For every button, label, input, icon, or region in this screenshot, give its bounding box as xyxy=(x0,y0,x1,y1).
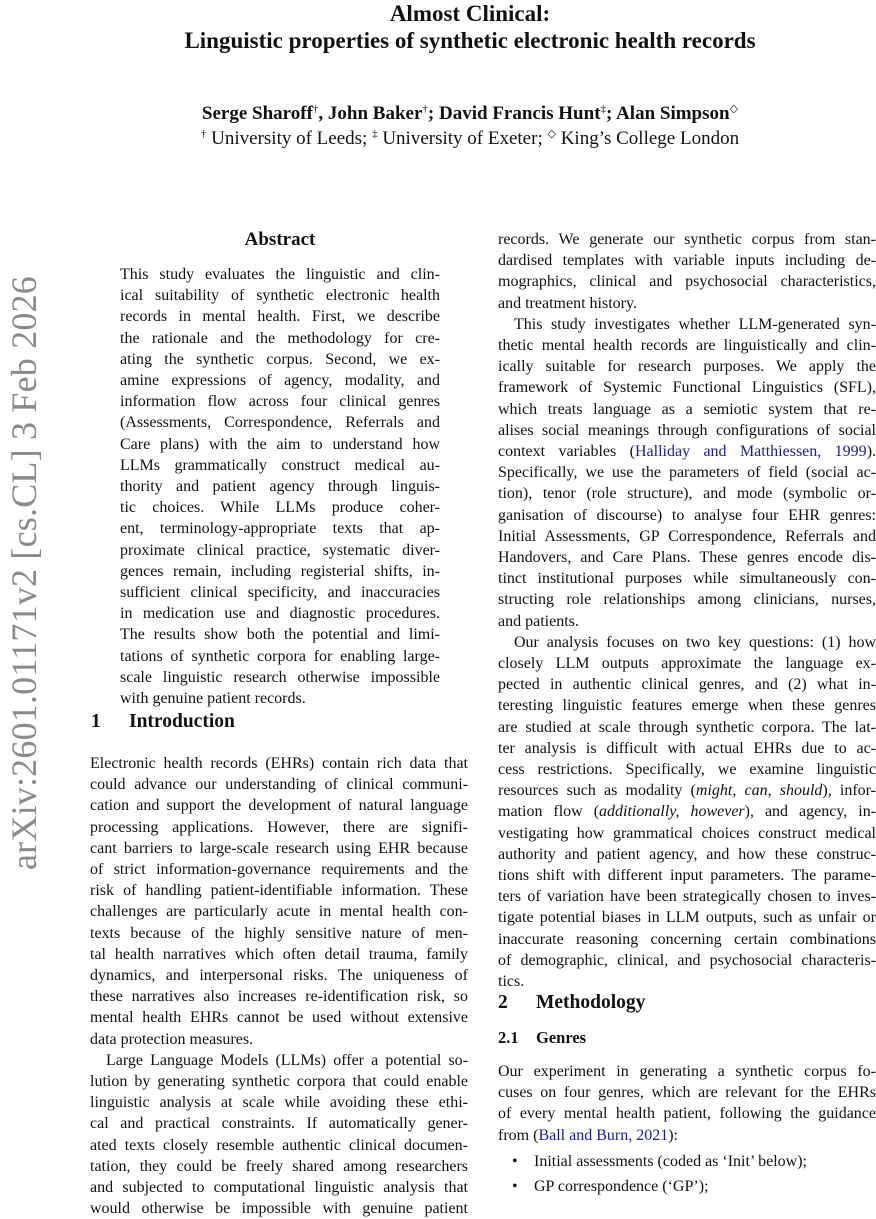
text-line: the rationale and the methodology for cre- xyxy=(120,329,440,347)
text-line: data protection measures. xyxy=(90,1030,254,1048)
text-line: tations of synthetic corpora for enabling large- xyxy=(120,647,440,665)
text-fragment: ), infor- xyxy=(822,782,876,800)
text-line xyxy=(498,780,876,801)
text-line: ent, terminology-appropriate texts that ap- xyxy=(120,520,440,538)
text-line: vestigating how grammatical choices construct medical xyxy=(498,824,876,842)
section-title: Methodology xyxy=(536,992,646,1013)
text-line: cation and support the development of natural language xyxy=(90,797,468,815)
list-item xyxy=(512,1176,708,1197)
text-line: sufficient clinical specificity, and inaccuracies xyxy=(120,584,440,601)
citation-link[interactable]: Halliday and Matthiessen, 1999 xyxy=(634,443,867,460)
text-line: records. We generate our synthetic corpus from stan- xyxy=(498,231,876,248)
subsection-heading-genres xyxy=(498,1028,586,1048)
text-fragment: ). xyxy=(866,443,876,460)
text-line: ically suitable for research purposes. We apply the xyxy=(498,358,876,376)
text-line: amine expressions of agency, modality, and xyxy=(120,372,440,389)
section-heading-introduction xyxy=(91,711,235,733)
text-line: mental health EHRs cannot be used without extensive xyxy=(90,1009,468,1027)
section-title: Introduction xyxy=(129,711,235,732)
title-line-2: Linguistic properties of synthetic electronic health records xyxy=(184,28,756,53)
text-line: of demographic, clinical, and psychosocial characteris- xyxy=(498,951,876,969)
text-line: linguistic analysis at scale while avoiding these ethi- xyxy=(90,1094,468,1112)
author-separator: ; xyxy=(427,103,439,124)
text-line: mographics, clinical and psychosocial characteristics, xyxy=(498,273,876,291)
text-line: thetic mental health records are linguistically and clin- xyxy=(498,337,876,354)
subsection-number: 2.1 xyxy=(498,1028,519,1047)
text-line: scale linguistic research otherwise impossible xyxy=(120,668,440,686)
citation-link[interactable]: Ball and Burn, 2021 xyxy=(538,1126,669,1144)
list-item xyxy=(512,1151,807,1172)
text-line: are studied at scale through synthetic corpora. The lat- xyxy=(498,718,876,736)
text-line: with genuine patient records. xyxy=(120,690,306,707)
text-line: ters of variation have been strategically chosen to inves- xyxy=(498,888,876,906)
text-line: inaccurate reasoning concerning certain combinations xyxy=(498,930,876,948)
text-line: texts because of the highly sensitive nature of men- xyxy=(90,924,468,942)
text-line: gences remain, including registerial shifts, in- xyxy=(120,562,440,580)
text-line xyxy=(498,801,876,822)
affiliation-name: King’s College London xyxy=(555,128,740,149)
text-line xyxy=(498,441,876,462)
text-line: Our analysis focuses on two key questions: (1) how xyxy=(514,633,876,651)
text-line: Our experiment in generating a synthetic corpus fo- xyxy=(498,1063,876,1080)
text-line: closely LLM outputs approximate the language ex- xyxy=(498,655,876,672)
affiliation-list xyxy=(0,122,876,151)
section-heading-methodology xyxy=(498,992,645,1014)
text-line: Care plans) with the aim to understand how xyxy=(120,435,440,453)
text-line: risk of handling patient-identifiable information. These xyxy=(90,882,468,900)
text-line: Initial Assessments, GP Correspondence, Referrals and xyxy=(498,527,876,545)
text-line: these narratives also increases re-identification risk, so xyxy=(90,988,468,1006)
arxiv-stamp: arXiv:2601.01171v2 [cs.CL] 3 Feb 2026 xyxy=(4,276,44,870)
text-line: records in mental health. First, we describe xyxy=(120,308,440,326)
italic-examples: might, can, should xyxy=(695,782,823,800)
text-line: tions shift with different input parameters. The parame- xyxy=(498,867,876,884)
text-line: Specifically, we use the parameters of field (social ac- xyxy=(498,464,876,482)
text-line: of every mental health patient, following the guidance xyxy=(498,1105,876,1123)
text-line: and patients. xyxy=(498,612,579,630)
author-separator: ; xyxy=(606,103,617,124)
list-item-text: Initial assessments (coded as ‘Init’ below); xyxy=(534,1153,807,1170)
text-line: Large Language Models (LLMs) offer a potential so- xyxy=(106,1051,468,1069)
text-line: LLMs grammatically construct medical au- xyxy=(120,456,440,474)
text-line: tigate potential biases in LLM outputs, such as unfair or xyxy=(498,909,876,927)
text-fragment: ): xyxy=(668,1126,678,1144)
text-line: would otherwise be impossible with genuine patient xyxy=(90,1200,468,1218)
text-line: authority and patient agency, and how these construc- xyxy=(498,845,876,863)
section-number: 2 xyxy=(498,992,508,1013)
text-line: tation, they could be freely shared among researchers xyxy=(90,1157,468,1175)
text-line: ganisation of discourse) to analyse four EHR genres: xyxy=(498,506,876,524)
text-line: pected in authentic clinical genres, and (2) what in- xyxy=(498,676,876,694)
text-line: alises social meanings through configurations of social xyxy=(498,421,876,439)
list-item-text: GP correspondence (‘GP’); xyxy=(534,1178,709,1195)
bullet-icon: • xyxy=(512,1153,518,1170)
text-fragment: context variables ( xyxy=(498,443,635,460)
text-line: challenges are particularly acute in mental health con- xyxy=(90,903,468,921)
text-line: of strict information-governance requirements and the xyxy=(90,861,468,878)
text-line: processing applications. However, there are signifi- xyxy=(90,818,468,836)
author-name: Alan Simpson xyxy=(616,103,730,124)
affiliation-mark: ‡ xyxy=(600,103,607,115)
text-line: tal health narratives which often detail trauma, family xyxy=(90,945,468,963)
text-line: which treats language as a semiotic system that re- xyxy=(498,400,876,418)
text-fragment: resources such as modality ( xyxy=(498,782,696,800)
bullet-icon: • xyxy=(512,1178,518,1195)
text-line: Electronic health records (EHRs) contain rich data that xyxy=(90,755,468,772)
affiliation-mark: ‡ xyxy=(372,128,378,140)
text-line: could advance our understanding of clinical communi- xyxy=(90,776,468,794)
text-line: teresting linguistic features emerge when these genres xyxy=(498,697,876,715)
text-line: framework of Systemic Functional Linguistics (SFL), xyxy=(498,379,876,397)
affiliation-mark: ◇ xyxy=(547,128,556,140)
author-name: David Francis Hunt xyxy=(439,103,601,124)
subsection-title: Genres xyxy=(536,1028,587,1047)
text-line: proximate clinical practice, systematic diver- xyxy=(120,541,440,559)
text-line: ating the synthetic corpus. Second, we ex- xyxy=(120,350,440,368)
text-line: and treatment history. xyxy=(498,294,637,312)
affiliation-mark: † xyxy=(312,103,319,115)
text-line: tics. xyxy=(498,973,525,990)
italic-examples: additionally, however xyxy=(599,803,745,821)
text-line: This study investigates whether LLM-generated syn- xyxy=(514,315,876,333)
text-line: ical suitability of synthetic electronic health xyxy=(120,287,440,305)
author-name: John Baker xyxy=(327,103,423,124)
text-line: This study evaluates the linguistic and clin- xyxy=(120,266,440,283)
text-line xyxy=(498,1125,876,1146)
text-line: dynamics, and interpersonal risks. The uniqueness of xyxy=(90,967,468,984)
text-line: cuses on four genres, which are relevant for the EHRs xyxy=(498,1084,876,1102)
text-line: The results show both the potential and limi- xyxy=(120,626,440,644)
text-line: in medication use and diagnostic procedures. xyxy=(120,605,440,623)
title-line-1: Almost Clinical: xyxy=(389,1,551,26)
text-line: ated texts closely resemble authentic clinical documen- xyxy=(90,1136,468,1154)
text-line: information flow across four clinical genres xyxy=(120,393,440,411)
text-line: cant barriers to large-scale research using EHR because xyxy=(90,839,468,857)
text-line: cal and practical constraints. If automatically gener- xyxy=(90,1115,468,1133)
affiliation-mark: ◇ xyxy=(729,103,739,115)
text-line: structing role relationships among clinicians, nurses, xyxy=(498,591,876,609)
text-fragment: mation flow ( xyxy=(498,803,600,821)
text-line: cess restrictions. Specifically, we examine linguistic xyxy=(498,761,876,778)
text-line: tinct institutional purposes while simultaneously con- xyxy=(498,570,876,588)
text-line: ter analysis is difficult with actual EHRs due to ac- xyxy=(498,739,876,757)
text-line: lution by generating synthetic corpora that could enable xyxy=(90,1073,468,1090)
text-line: tic choices. While LLMs produce coher- xyxy=(120,499,440,517)
author-name: Serge Sharoff xyxy=(201,103,313,124)
text-fragment: from ( xyxy=(498,1126,539,1144)
text-fragment: ), and agency, in- xyxy=(744,803,876,821)
abstract-heading: Abstract xyxy=(244,229,316,250)
section-number: 1 xyxy=(91,711,101,732)
text-line: and subjected to computational linguistic analysis that xyxy=(90,1179,468,1196)
text-line: thority and patient agency through linguis- xyxy=(120,478,440,495)
affiliation-name: University of Leeds; xyxy=(206,128,373,149)
text-line: tion), tenor (role structure), and mode (symbolic or- xyxy=(498,485,876,503)
affiliation-mark: † xyxy=(200,128,207,140)
text-line: dardised templates with variable inputs including de- xyxy=(498,252,876,270)
author-separator: , xyxy=(318,103,328,124)
affiliation-name: University of Exeter; xyxy=(377,128,548,149)
text-line: (Assessments, Correspondence, Referrals and xyxy=(120,414,440,432)
affiliation-mark: † xyxy=(422,103,428,115)
text-line: Handovers, and Care Plans. These genres encode dis- xyxy=(498,549,876,566)
